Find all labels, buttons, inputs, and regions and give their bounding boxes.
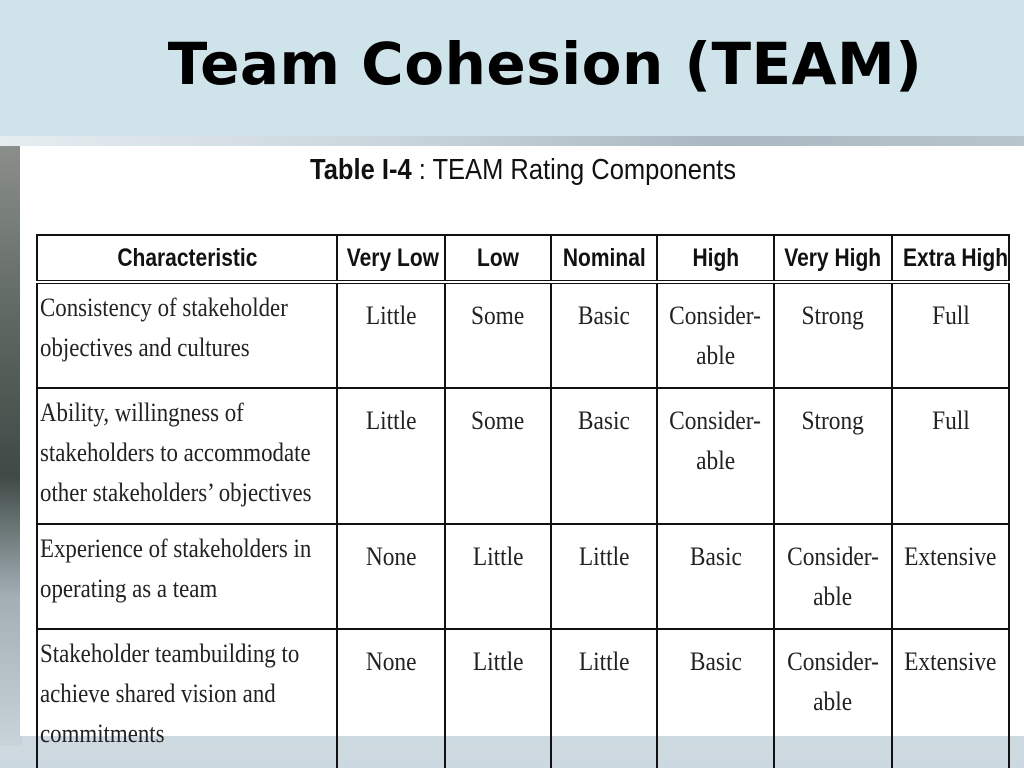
table-caption-text: : TEAM Rating Components: [411, 154, 736, 186]
table-caption-number: Table I-4: [310, 154, 412, 186]
rating-cell: Extensive: [892, 524, 1009, 629]
characteristic-cell: Experience of stakeholders in operating as a team: [37, 524, 337, 629]
rating-cell: Little: [337, 388, 445, 524]
header-characteristic: Characteristic: [37, 235, 337, 282]
rating-cell: Consider- able: [774, 629, 892, 768]
rating-cell: Basic: [551, 282, 657, 388]
header-row: [37, 235, 1009, 282]
table-image: [20, 146, 1024, 748]
rating-cell: Basic: [551, 388, 657, 524]
rating-cell: Consider- able: [774, 524, 892, 629]
rating-cell: Full: [892, 282, 1009, 388]
header-low: Low: [445, 235, 551, 282]
table-row: [37, 388, 1009, 524]
table-row: [37, 282, 1009, 388]
title-divider: [0, 136, 1024, 146]
header-very-high: Very High: [774, 235, 892, 282]
table-row: [37, 524, 1009, 629]
table-caption: [310, 154, 736, 187]
characteristic-cell: Consistency of stakeholder objectives and cultures: [37, 282, 337, 388]
rating-cell: Basic: [657, 629, 774, 768]
characteristic-cell: Stakeholder teambuilding to achieve shared vision and commitments: [37, 629, 337, 768]
header-high: High: [657, 235, 774, 282]
rating-cell: Full: [892, 388, 1009, 524]
rating-cell: None: [337, 524, 445, 629]
rating-cell: None: [337, 629, 445, 768]
rating-cell: Little: [445, 524, 551, 629]
slide-title: Team Cohesion (TEAM): [167, 30, 923, 98]
rating-cell: Little: [445, 629, 551, 768]
rating-cell: Little: [551, 629, 657, 768]
rating-cell: Little: [337, 282, 445, 388]
rating-cell: Strong: [774, 282, 892, 388]
characteristic-cell: Ability, willingness of stakeholders to accommodate other stakeholders’ objectives: [37, 388, 337, 524]
rating-cell: Little: [551, 524, 657, 629]
rating-cell: Extensive: [892, 629, 1009, 768]
rating-cell: Some: [445, 388, 551, 524]
rating-cell: Consider- able: [657, 282, 774, 388]
rating-cell: Consider- able: [657, 388, 774, 524]
header-nominal: Nominal: [551, 235, 657, 282]
header-very-low: Very Low: [337, 235, 445, 282]
background-image-strip: [0, 146, 22, 746]
header-extra-high: Extra High: [892, 235, 1009, 282]
rating-cell: Some: [445, 282, 551, 388]
rating-cell: Basic: [657, 524, 774, 629]
rating-table: [36, 234, 1010, 768]
rating-cell: Strong: [774, 388, 892, 524]
table-row: [37, 629, 1009, 768]
